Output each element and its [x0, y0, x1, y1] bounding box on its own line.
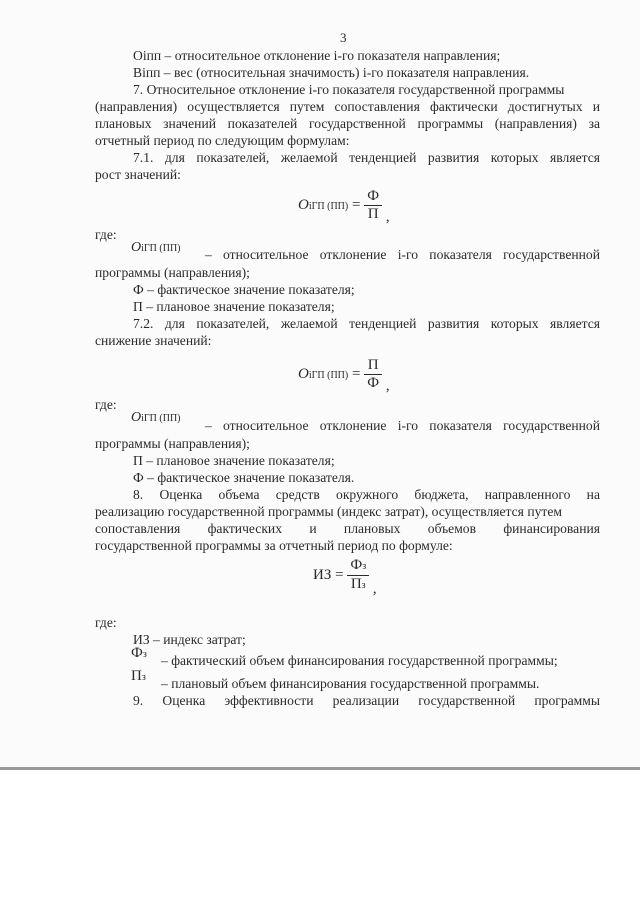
formula-symbol: П	[131, 668, 142, 684]
text-line: 8. Оценка объема средств окружного бюджета, направленного на	[133, 487, 600, 502]
text-line: Oіпп – относительное отклонение i-го показателя направления;	[133, 48, 501, 63]
fraction-numerator	[347, 557, 369, 576]
formula-subscript: з	[361, 580, 366, 591]
formula-comma: ,	[385, 208, 390, 225]
text-line: (направления) осуществляется путем сопоставления фактически достигнутых и	[95, 99, 600, 114]
fraction-denominator	[347, 576, 369, 594]
formula-symbol-inline	[131, 645, 147, 662]
text-line: программы (направления);	[95, 436, 250, 451]
formula-symbol-inline	[131, 410, 181, 426]
text-line: плановых значений показателей государственной программы (направления) за	[95, 116, 600, 131]
text-line: П – плановое значение показателя;	[133, 453, 335, 468]
formula-equals: =	[335, 566, 344, 583]
text-line: снижение значений:	[95, 333, 212, 348]
formula-subscript: з	[362, 561, 367, 572]
text-line: программы (направления);	[95, 265, 250, 280]
formula-fraction	[347, 557, 369, 594]
formula-subscript: іГП (ПП)	[141, 243, 181, 254]
formula-fraction	[364, 188, 382, 223]
text-line: – относительное отклонение i-го показателя государственной	[205, 418, 600, 433]
formula-symbol-inline	[131, 668, 146, 685]
text-line: рост значений:	[95, 167, 181, 182]
text-line: отчетный период по следующим формулам:	[95, 133, 350, 148]
text-line: – относительное отклонение i-го показателя государственной	[205, 247, 600, 262]
text-line: ИЗ – индекс затрат;	[133, 632, 246, 647]
text-line: где:	[95, 397, 117, 412]
text-line: Ф – фактическое значение показателя;	[133, 282, 355, 297]
fraction-denominator: П	[367, 206, 379, 222]
text-line: П – плановое значение показателя;	[133, 299, 335, 314]
formula-equals: =	[351, 365, 361, 382]
formula-symbol: ИЗ	[313, 566, 332, 583]
formula-subscript: з	[142, 649, 147, 660]
fraction-numerator: Ф	[364, 188, 382, 206]
formula-comma: ,	[385, 377, 390, 394]
text-line: Ф – фактическое значение показателя.	[133, 470, 355, 485]
formula-symbol: O	[131, 240, 142, 255]
formula-symbol: П	[350, 576, 362, 592]
text-line: сопоставления фактических и плановых объемов финансирования	[95, 521, 600, 536]
formula-subscript: іГП (ПП)	[141, 413, 181, 424]
blank-area	[0, 770, 640, 905]
formula-relative-deviation-growth	[298, 188, 390, 223]
text-line: – фактический объем финансирования государственной программы;	[161, 653, 558, 668]
formula-cost-index	[313, 557, 377, 597]
text-line: 9. Оценка эффективности реализации государственной программы	[133, 693, 600, 708]
formula-equals: =	[351, 196, 361, 213]
text-line: государственной программы за отчетный период по формуле:	[95, 538, 453, 553]
text-line: 7.1. для показателей, желаемой тенденцией развития которых является	[133, 150, 600, 165]
formula-subscript: іГП (ПП)	[308, 200, 349, 212]
text-line: Bіпп – вес (относительная значимость) i-го показателя направления.	[133, 65, 530, 80]
text-line: реализацию государственной программы (индекс затрат), осуществляется путем	[95, 504, 562, 519]
formula-symbol: O	[298, 196, 309, 213]
text-line: – плановый объем финансирования государственной программы.	[161, 676, 540, 691]
formula-symbol-inline	[131, 240, 181, 256]
formula-symbol: O	[298, 365, 309, 382]
formula-relative-deviation-decrease	[298, 357, 390, 392]
text-line: 7. Относительное отклонение i-го показателя государственной программы	[133, 82, 565, 97]
text-line: где:	[95, 227, 117, 242]
text-line: где:	[95, 615, 117, 630]
formula-symbol: O	[131, 410, 142, 425]
text-line: 7.2. для показателей, желаемой тенденцией развития которых является	[133, 316, 600, 331]
formula-subscript: з	[141, 672, 146, 683]
formula-fraction	[364, 357, 382, 392]
formula-comma: ,	[372, 580, 377, 597]
formula-symbol: Ф	[350, 557, 363, 573]
fraction-denominator: Ф	[367, 375, 380, 391]
fraction-numerator: П	[364, 357, 382, 375]
page-number: 3	[340, 30, 347, 45]
formula-symbol: Ф	[131, 645, 143, 661]
formula-subscript: іГП (ПП)	[308, 369, 349, 381]
